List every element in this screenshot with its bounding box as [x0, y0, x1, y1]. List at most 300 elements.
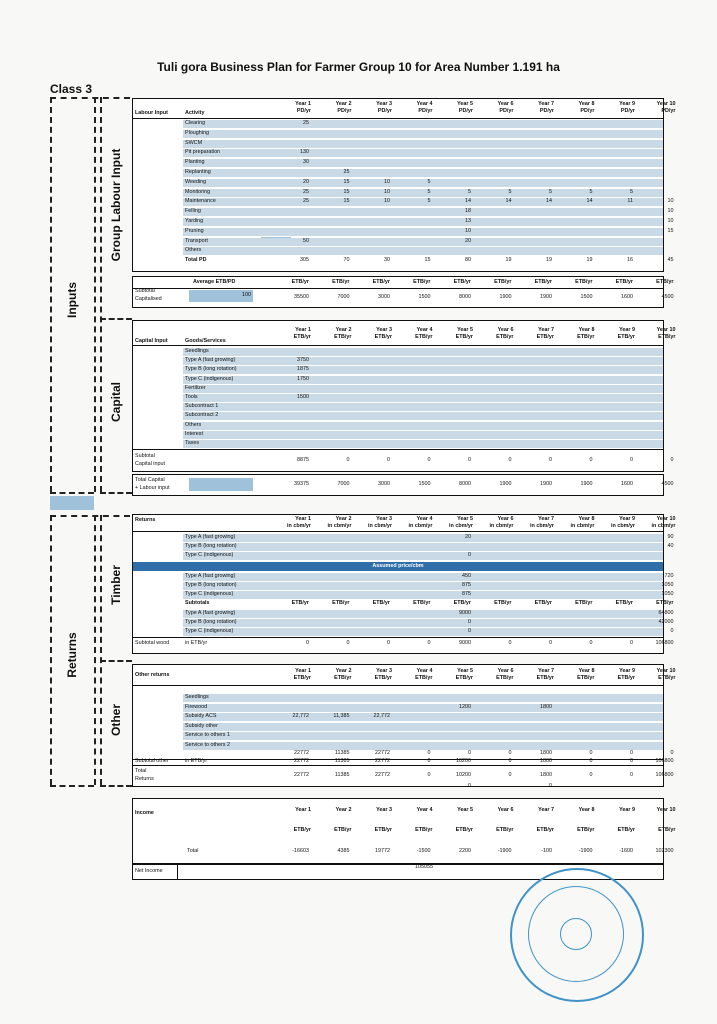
unit-cell: ETB/yr	[534, 600, 552, 606]
capital-label: Capital	[109, 381, 123, 423]
year-header: Year 3	[376, 807, 392, 813]
capitalised-label: Capitalised	[135, 296, 162, 302]
year-header: Year 2	[335, 101, 352, 107]
subtotal-type: Type A (fast growing)	[185, 610, 236, 616]
year-header: Year 8	[578, 516, 595, 522]
year-header: Year 1	[295, 807, 311, 813]
value-cell: 3750	[297, 357, 309, 364]
timber-label: Timber	[109, 565, 123, 605]
value-cell: 0	[630, 772, 633, 778]
value-cell: 0	[589, 772, 593, 778]
unit-header: ETB/yr	[617, 675, 635, 681]
unit-header: PD/yr	[418, 108, 433, 114]
value-cell: 0	[508, 758, 512, 764]
subtotal-label: Subtotal	[135, 288, 155, 294]
unit-cell: ETB/yr	[656, 279, 674, 285]
total-label: Total	[135, 768, 147, 774]
value-cell: -1900	[497, 848, 512, 854]
year-header: Year 9	[619, 516, 635, 522]
frame-line	[50, 785, 94, 787]
value-cell: 7000	[337, 481, 350, 487]
unit-header: in cbm/yr	[611, 523, 635, 529]
timber-section	[132, 514, 676, 654]
unit-header: ETB/yr	[334, 827, 352, 833]
unit-cell: ETB/yr	[372, 600, 390, 606]
value-cell: 0	[468, 552, 471, 558]
value-cell: -1900	[578, 848, 593, 854]
unit-header: in cbm/yr	[651, 523, 676, 529]
value-cell: 14	[465, 198, 471, 205]
value-cell: 1800	[540, 703, 552, 710]
value-cell: -1500	[416, 848, 431, 854]
rule-line	[133, 637, 663, 638]
unit-header: in cbm/yr	[287, 523, 311, 529]
capital-item: Type A (fast growing)	[185, 357, 236, 364]
subtotal-wood-label: Subtotal wood	[135, 640, 170, 646]
activity-name: Yarding	[185, 218, 204, 224]
capital-item: Type C (indigenous)	[185, 375, 234, 382]
value-cell: 130	[300, 149, 309, 156]
capital-item: Subcontract 1	[185, 403, 219, 410]
value-cell: 1800	[540, 772, 552, 778]
unit-header: ETB/yr	[455, 827, 473, 833]
price-type: Type C (indigenous)	[185, 591, 234, 597]
value-cell: 30	[303, 159, 309, 166]
year-header: Year 7	[538, 101, 554, 107]
unit-header: ETB/yr	[536, 334, 554, 340]
value-cell: 0	[549, 457, 552, 463]
year-header: Year 6	[497, 327, 514, 333]
value-cell: 25	[343, 169, 350, 175]
unit-header: ETB/yr	[455, 334, 473, 340]
unit-header: PD/yr	[499, 108, 514, 114]
unit-cell: ETB/yr	[332, 600, 350, 606]
year-header: Year 10	[656, 101, 676, 107]
value-cell: 15	[343, 188, 350, 195]
avg-value: 100	[242, 292, 251, 298]
activity-name: Felling	[185, 208, 201, 215]
unit-header: in cbm/yr	[449, 523, 473, 529]
value-cell: 1600	[621, 481, 633, 487]
unit-header: ETB/yr	[496, 827, 514, 833]
row-band	[183, 694, 663, 702]
year-header: Year 1	[295, 327, 311, 333]
subtotal-other-label: Subtotal other	[135, 758, 169, 764]
value-cell: 18	[465, 208, 471, 215]
frame-line	[50, 492, 94, 494]
value-cell: 1500	[580, 294, 593, 300]
frame-line	[50, 515, 52, 785]
year-header: Year 6	[497, 668, 514, 674]
labour-input-label: Labour Input	[135, 110, 168, 116]
frame-line	[100, 785, 132, 787]
value-cell: 0	[346, 457, 350, 463]
value-cell: 1500	[418, 481, 431, 487]
value-cell: 10	[384, 198, 390, 205]
unit-header: ETB/yr	[374, 334, 392, 340]
cell-divider	[177, 865, 178, 879]
value-cell: 10	[465, 227, 471, 234]
value-cell: 13	[465, 218, 471, 224]
other-item: Subsidy other	[185, 722, 218, 729]
year-header: Year 2	[335, 668, 352, 674]
subtotal-wood-unit: in ETB/yr	[185, 640, 208, 646]
unit-header: ETB/yr	[293, 334, 311, 340]
value-cell: 45	[667, 257, 674, 264]
row-band	[183, 582, 663, 590]
value-cell: 19	[546, 257, 552, 264]
returns-label: Returns	[135, 517, 156, 523]
net-income-label: Net Income	[135, 868, 163, 874]
unit-cell: ETB/yr	[291, 279, 309, 285]
value-cell: 875	[462, 582, 471, 588]
class-label: Class 3	[50, 82, 93, 96]
value-cell: 1875	[297, 366, 309, 373]
value-cell: 1600	[621, 294, 633, 300]
year-header: Year 2	[335, 807, 352, 813]
activity-name: Total PD	[185, 257, 207, 264]
row-band	[183, 619, 663, 627]
year-header: Year 3	[376, 668, 392, 674]
unit-cell: ETB/yr	[494, 600, 512, 606]
value-cell: 8875	[297, 457, 309, 463]
value-cell: 0	[468, 619, 471, 625]
unit-header: PD/yr	[661, 108, 676, 114]
subtotal-other-unit: in ETB/yr	[185, 758, 208, 764]
unit-cell: ETB/yr	[615, 600, 633, 606]
value-cell: 11385	[334, 772, 350, 778]
value-cell: 8000	[459, 294, 471, 300]
year-header: Year 8	[578, 668, 595, 674]
value-cell: 2200	[459, 848, 471, 854]
value-cell: 0	[427, 750, 431, 756]
year-header: Year 9	[619, 327, 635, 333]
other-label: Other	[109, 703, 123, 737]
value-cell: 22772	[375, 758, 390, 764]
labour-subtotal-section	[132, 276, 674, 308]
unit-header: in cbm/yr	[530, 523, 554, 529]
row-band	[183, 120, 663, 128]
value-cell: 0	[468, 457, 471, 463]
activity-name: SWCM	[185, 139, 203, 146]
row-band	[183, 218, 663, 226]
official-seal-center	[560, 918, 592, 950]
row-band	[183, 357, 663, 365]
value-cell: 1500	[297, 394, 309, 400]
capital-total-section	[132, 474, 674, 496]
value-cell: 0	[468, 783, 471, 789]
row-band	[183, 247, 663, 255]
value-cell: 25	[303, 120, 309, 126]
unit-header: PD/yr	[580, 108, 595, 114]
rule-line	[133, 288, 663, 289]
year-header: Year 5	[457, 327, 473, 333]
year-header: Year 5	[457, 516, 473, 522]
timber-type: Type B (long rotation)	[185, 543, 237, 549]
unit-header: ETB/yr	[658, 675, 676, 681]
activity-name: Clearing	[185, 120, 206, 126]
other-item: Firewood	[185, 703, 208, 710]
value-cell: 1800	[540, 758, 552, 764]
other-item: Service to others 2	[185, 741, 230, 748]
value-cell: -16603	[292, 848, 309, 854]
total-capital-label: Total Capital	[135, 477, 165, 483]
value-cell: 14	[546, 198, 552, 205]
frame-line	[50, 97, 130, 99]
activity-name: Maintenance	[185, 198, 216, 205]
value-cell: 39375	[294, 481, 309, 487]
year-header: Year 7	[538, 327, 554, 333]
unit-header: ETB/yr	[536, 827, 554, 833]
value-cell: 19	[586, 257, 593, 264]
value-cell: 5	[427, 188, 431, 195]
value-cell: 15	[424, 257, 431, 264]
inputs-label: Inputs	[65, 282, 79, 318]
year-header: Year 4	[416, 516, 433, 522]
activity-name: Others	[185, 247, 202, 254]
value-cell: 1200	[459, 703, 471, 710]
value-cell: 0	[589, 750, 593, 756]
year-header: Year 8	[578, 807, 595, 813]
capital-item: Interest	[185, 430, 203, 437]
value-cell: 25	[303, 188, 309, 195]
price-type: Type B (long rotation)	[185, 582, 237, 588]
value-cell: 25	[303, 198, 309, 205]
year-header: Year 7	[538, 668, 554, 674]
capital-item: Fertilizer	[185, 384, 206, 391]
value-cell: 450	[462, 573, 471, 579]
row-band	[183, 238, 663, 246]
rule-line	[133, 449, 663, 450]
value-cell: 8000	[459, 481, 471, 487]
capital-item: Tools	[185, 394, 198, 400]
value-cell: 0	[346, 640, 350, 646]
value-cell: 1050	[661, 591, 674, 597]
unit-header: PD/yr	[458, 108, 473, 114]
value-cell: 0	[589, 640, 593, 646]
rule-line	[133, 345, 663, 346]
unit-header: in cbm/yr	[327, 523, 352, 529]
value-cell: 80	[465, 257, 471, 264]
value-cell: 0	[427, 457, 431, 463]
value-cell: 15	[343, 178, 350, 185]
net-income-value: 105055	[415, 864, 433, 870]
row-band	[183, 403, 663, 411]
value-cell: 5	[427, 178, 431, 185]
row-band	[183, 169, 663, 177]
activity-name: Replanting	[185, 169, 211, 175]
row-band	[183, 412, 663, 420]
value-cell: 1900	[499, 294, 512, 300]
rule-line	[133, 118, 663, 119]
value-cell: 106800	[655, 772, 674, 778]
value-cell: 9000	[459, 640, 471, 646]
unit-header: ETB/yr	[536, 675, 554, 681]
row-band	[183, 534, 663, 542]
value-cell: 3000	[378, 481, 390, 487]
row-band	[183, 573, 663, 581]
row-band	[183, 228, 663, 236]
timber-type: Type C (indigenous)	[185, 552, 234, 558]
unit-header: PD/yr	[296, 108, 311, 114]
frame-line	[100, 318, 132, 320]
value-cell: 1900	[540, 481, 552, 487]
value-cell: 5	[468, 188, 471, 195]
unit-header: ETB/yr	[658, 334, 676, 340]
row-band	[183, 591, 663, 599]
year-header: Year 3	[376, 327, 392, 333]
capital-item: Taxes	[185, 440, 200, 446]
value-cell: 0	[549, 783, 552, 789]
value-cell: 20	[465, 237, 471, 244]
unit-header: PD/yr	[337, 108, 352, 114]
value-cell: 0	[508, 772, 512, 778]
value-cell: 30	[384, 257, 390, 264]
value-cell: 11385	[334, 750, 350, 756]
value-cell: 9000	[459, 610, 471, 616]
value-cell: 102300	[655, 848, 674, 854]
value-cell: 14	[505, 198, 512, 205]
value-cell: 15	[343, 198, 350, 205]
activity-label: Activity	[185, 110, 205, 116]
value-cell: 5	[549, 188, 552, 195]
returns-label: Returns	[65, 632, 79, 678]
value-cell: 5	[508, 188, 512, 195]
value-cell: 875	[462, 591, 471, 597]
value-cell: 0	[468, 628, 471, 634]
subtotals-label: Subtotals	[185, 600, 210, 606]
frame-line	[100, 515, 102, 785]
row-band	[183, 385, 663, 393]
value-cell: 16	[627, 257, 633, 264]
value-cell: 1750	[297, 375, 309, 382]
value-cell: 0	[589, 457, 593, 463]
value-cell: 14	[586, 198, 593, 205]
activity-name: Monitoring	[185, 188, 211, 195]
frame-line	[94, 515, 96, 785]
unit-cell: ETB/yr	[413, 600, 431, 606]
row-band	[183, 422, 663, 430]
frame-line	[100, 492, 132, 494]
value-cell: 11,385	[333, 713, 350, 719]
unit-header: PD/yr	[620, 108, 635, 114]
labour-input-sub-label: + Labour input	[135, 485, 170, 491]
value-cell: 0	[670, 750, 674, 756]
row-band	[183, 723, 663, 731]
value-cell: 4500	[661, 481, 674, 487]
value-cell: 10	[384, 178, 390, 185]
year-header: Year 1	[295, 516, 311, 522]
value-cell: 0	[468, 750, 471, 756]
row-band	[183, 159, 663, 167]
value-cell: -100	[541, 848, 552, 854]
year-header: Year 10	[656, 807, 676, 813]
value-cell: 10	[667, 198, 674, 205]
unit-cell: ETB/yr	[332, 279, 350, 285]
unit-header: ETB/yr	[577, 334, 595, 340]
year-header: Year 4	[416, 327, 433, 333]
goods-services-label: Goods/Services	[185, 338, 226, 344]
row-band	[183, 732, 663, 740]
income-total-label: Total	[187, 848, 199, 854]
unit-header: ETB/yr	[577, 827, 595, 833]
other-returns-label: Other returns	[135, 672, 170, 678]
row-band	[183, 348, 663, 356]
unit-cell: ETB/yr	[413, 279, 431, 285]
value-cell: 0	[427, 758, 431, 764]
capital-item: Subcontract 2	[185, 412, 219, 419]
value-cell: 22772	[375, 772, 390, 778]
capital-input-label: Capital Input	[135, 338, 168, 344]
row-band	[183, 713, 663, 721]
value-cell: 11385	[334, 758, 350, 764]
year-header: Year 6	[497, 101, 514, 107]
class-marker	[50, 496, 94, 510]
value-cell: 0	[670, 628, 674, 634]
year-header: Year 8	[578, 327, 595, 333]
unit-cell: ETB/yr	[291, 600, 309, 606]
row-band	[183, 610, 663, 618]
frame-line	[94, 97, 96, 492]
page-title: Tuli gora Business Plan for Farmer Group 10 for Area Number 1.191 ha	[157, 60, 560, 74]
year-header: Year 10	[656, 516, 676, 522]
unit-header: ETB/yr	[617, 334, 635, 340]
row-band	[183, 543, 663, 551]
frame-line	[100, 660, 132, 662]
subtotal-type: Type C (indigenous)	[185, 628, 234, 634]
value-cell: 19772	[375, 848, 390, 854]
row-band	[183, 208, 663, 216]
average-label: Average ETB/PD	[193, 279, 236, 285]
unit-header: in cbm/yr	[570, 523, 595, 529]
year-header: Year 1	[295, 668, 311, 674]
row-band	[183, 366, 663, 374]
value-cell: -1600	[619, 848, 633, 854]
unit-header: ETB/yr	[415, 675, 433, 681]
value-cell: 1900	[499, 481, 512, 487]
row-band	[183, 394, 663, 402]
unit-header: in cbm/yr	[408, 523, 433, 529]
capital-item: Others	[185, 421, 202, 428]
value-cell: 305	[300, 257, 309, 264]
year-header: Year 9	[619, 807, 635, 813]
value-cell: 0	[387, 457, 390, 463]
activity-name: Weeding	[185, 178, 207, 185]
unit-cell: ETB/yr	[575, 279, 593, 285]
returns-sub-label: Returns	[135, 776, 154, 782]
unit-header: ETB/yr	[415, 827, 433, 833]
value-cell: 0	[508, 750, 512, 756]
unit-header: in cbm/yr	[489, 523, 514, 529]
unit-header: ETB/yr	[293, 675, 311, 681]
income-label: Income	[135, 810, 154, 816]
year-header: Year 6	[497, 516, 514, 522]
value-cell: 22772	[294, 750, 309, 756]
value-cell: 22772	[375, 750, 390, 756]
other-item: Service to others 1	[185, 732, 230, 738]
row-band	[183, 552, 663, 560]
subtotal-type: Type B (long rotation)	[185, 619, 237, 625]
unit-header: ETB/yr	[374, 675, 392, 681]
row-band	[183, 140, 663, 148]
value-cell: 15	[667, 227, 674, 234]
value-cell: 7000	[337, 294, 350, 300]
unit-cell: ETB/yr	[372, 279, 390, 285]
unit-header: ETB/yr	[577, 675, 595, 681]
value-cell: 22772	[294, 772, 309, 778]
value-cell: 40	[667, 543, 674, 549]
row-band	[183, 149, 663, 157]
